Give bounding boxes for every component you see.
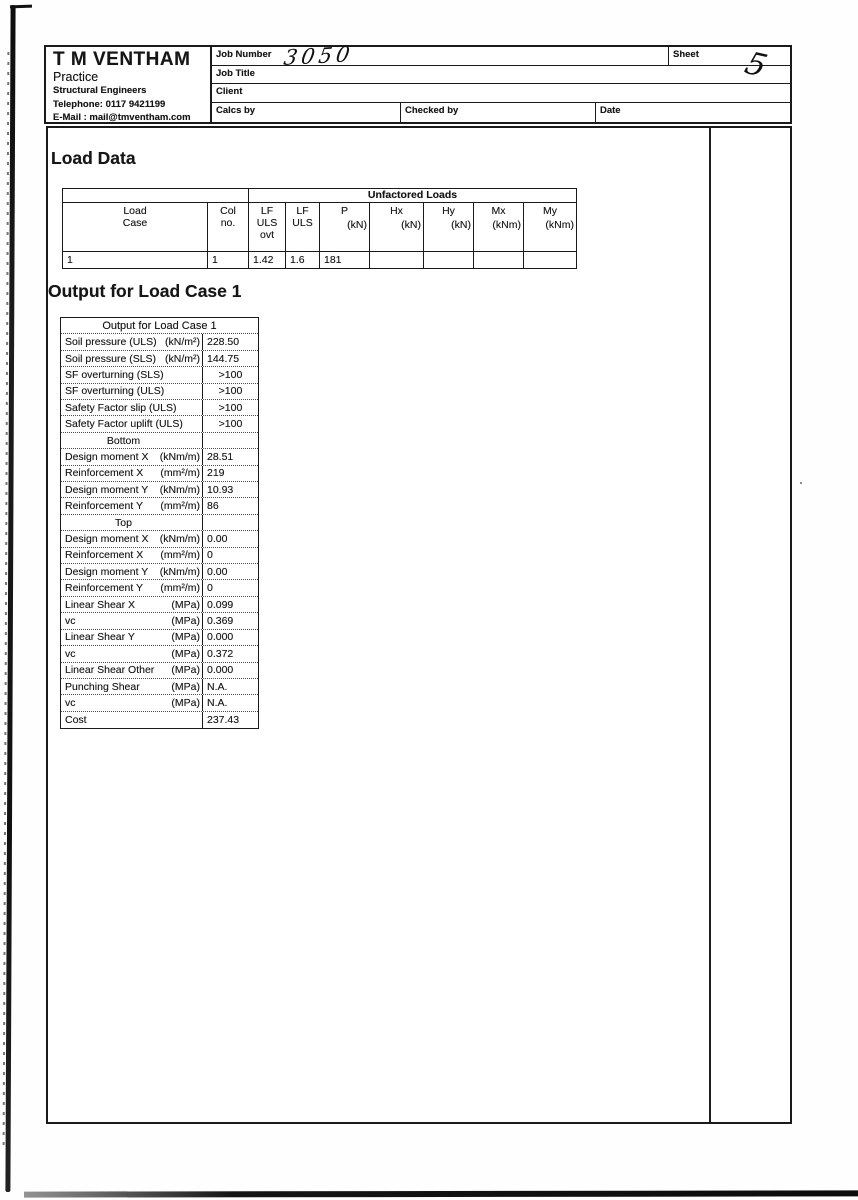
checked-by-label: Checked by (405, 104, 459, 116)
lf-uls-ovt-value: 1.42 (249, 252, 286, 268)
output-row-label-cell (61, 416, 203, 431)
output-row-label: vc (65, 615, 76, 627)
output-row-label: SF overturning (ULS) (65, 385, 165, 398)
title-block-fields (212, 42, 790, 122)
output-row-unit: (MPa) (171, 598, 200, 611)
output-row-value: 0.000 (207, 664, 234, 677)
header-symbol: Mx (491, 205, 506, 217)
output-row-value: >100 (218, 368, 243, 381)
hy-value (424, 252, 474, 268)
job-number-row (212, 42, 790, 70)
output-row-value: 0.369 (207, 615, 234, 627)
output-row-label-cell (61, 449, 203, 464)
output-row-value: 10.93 (207, 483, 234, 496)
output-row-value (203, 433, 258, 448)
output-row-label: Design moment X (65, 532, 149, 545)
output-row (61, 351, 258, 367)
scan-artifact-tick (10, 5, 32, 9)
output-row-label: Reinforcement Y (65, 500, 144, 513)
output-row-label-cell (61, 367, 203, 382)
company-role: Structural Engineers (53, 85, 147, 96)
output-row-value: N.A. (207, 697, 228, 710)
output-table-title: Output for Load Case 1 (61, 318, 258, 334)
output-table (60, 317, 259, 729)
date-field (596, 103, 790, 123)
output-row-label-cell (61, 613, 203, 628)
job-title-label: Job Title (216, 67, 255, 79)
output-row-unit: (kNm/m) (159, 532, 200, 545)
output-row-value: 0 (207, 582, 213, 595)
output-row-unit: (mm²/m) (160, 500, 200, 513)
output-row-label-cell (61, 663, 203, 678)
output-row-label: Reinforcement X (65, 467, 144, 480)
load-table-data-row (63, 252, 576, 268)
calcs-by-label: Calcs by (216, 104, 256, 116)
output-row-label: Design moment Y (65, 565, 149, 578)
output-row-unit: (MPa) (171, 615, 200, 627)
output-row-label: Reinforcement X (65, 549, 144, 562)
scan-speck (800, 482, 802, 484)
client-row (212, 84, 790, 103)
sheet-value-handwritten: 5 (740, 45, 772, 85)
output-row-label-cell (61, 679, 203, 694)
output-row-value: >100 (218, 401, 243, 414)
header-line: no. (220, 217, 236, 229)
output-row-label: SF overturning (SLS) (65, 368, 164, 381)
output-row-label: Cost (65, 713, 87, 726)
output-row-label-cell (61, 597, 203, 612)
output-row-label-cell (61, 515, 203, 530)
header-line: Load (123, 205, 147, 217)
col-header-load-case (63, 203, 208, 251)
my-value (524, 252, 576, 268)
output-row-label: Safety Factor uplift (ULS) (65, 418, 183, 431)
output-row-unit: (kNm/m) (159, 565, 200, 578)
load-data-heading: Load Data (51, 148, 136, 168)
output-row-value (203, 515, 258, 530)
header-unit: (kN) (401, 219, 421, 231)
col-header-hy (424, 203, 474, 251)
output-row (61, 679, 258, 695)
output-row-value: 0.00 (207, 532, 228, 545)
output-row-value: 219 (207, 467, 225, 480)
col-header-my (524, 203, 576, 251)
output-row-value: 0.00 (207, 565, 228, 578)
output-row (61, 334, 258, 350)
output-row (61, 416, 258, 432)
sheet-field (668, 47, 790, 65)
output-row-value: 228.50 (207, 336, 240, 349)
output-row (61, 564, 258, 580)
output-row-label: Soil pressure (SLS) (65, 352, 157, 365)
calcs-by-field (212, 103, 401, 123)
signoff-row (212, 103, 790, 123)
output-row-label-cell (61, 580, 203, 595)
output-row (61, 466, 258, 482)
output-heading: Output for Load Case 1 (48, 281, 242, 301)
output-row-label-cell (61, 433, 203, 448)
load-data-table (62, 188, 577, 269)
col-header-p (320, 203, 370, 251)
output-row (61, 597, 258, 613)
output-row-label-cell (61, 646, 203, 661)
sheet-label: Sheet (673, 49, 699, 60)
output-row-label-cell (61, 351, 203, 366)
output-row-unit: (mm²/m) (160, 549, 200, 562)
company-info (46, 47, 212, 122)
header-symbol: My (543, 205, 557, 217)
header-line: LF (296, 205, 309, 217)
col-header-mx (474, 203, 524, 251)
output-row-value: 86 (207, 500, 219, 513)
output-row-label: Linear Shear X (65, 598, 136, 611)
output-section-row (61, 515, 258, 531)
header-symbol: Hy (442, 205, 455, 217)
scan-edge-bar-left (5, 5, 15, 1192)
output-row-value: 0 (207, 549, 213, 562)
output-row (61, 663, 258, 679)
client-label: Client (216, 86, 243, 97)
output-row-unit: (kN/m²) (165, 336, 200, 349)
output-row (61, 400, 258, 416)
col-header-lf-uls-ovt (249, 203, 286, 251)
header-line: ULS (292, 217, 313, 229)
output-row-label: vc (65, 697, 76, 710)
header-symbol: P (340, 205, 348, 217)
output-row-label: Punching Shear (65, 680, 140, 693)
unfactored-loads-header: Unfactored Loads (367, 189, 458, 201)
output-row-value: >100 (218, 418, 243, 431)
output-row-unit: (MPa) (171, 631, 200, 644)
header-line: ULS (256, 217, 278, 229)
job-number-label: Job Number (216, 49, 272, 60)
header-unit: (kNm) (492, 219, 521, 231)
output-row (61, 384, 258, 400)
hx-value (370, 252, 424, 268)
margin-column-divider (709, 128, 711, 1122)
load-table-header-row (63, 203, 576, 252)
output-row-value: >100 (218, 385, 243, 398)
output-row-value: N.A. (207, 680, 228, 693)
p-value: 181 (320, 252, 370, 268)
output-row-unit: (MPa) (171, 664, 200, 677)
output-row-value: 237.43 (207, 713, 240, 726)
output-row-label-cell (61, 498, 203, 513)
output-row-label: Safety Factor slip (ULS) (65, 401, 177, 414)
header-line: ovt (259, 229, 274, 241)
output-row-label-cell (61, 531, 203, 546)
output-row-value: 28.51 (207, 450, 234, 463)
header-unit: (kN) (451, 219, 471, 231)
load-table-span-row (63, 189, 576, 203)
col-header-lf-uls (286, 203, 320, 251)
header-line: Case (122, 217, 148, 229)
output-row-label-cell (61, 695, 203, 710)
title-block (44, 42, 792, 124)
output-row-label: Linear Shear Other (65, 664, 155, 677)
output-row-label: Design moment X (65, 450, 149, 463)
col-no-value: 1 (208, 252, 249, 268)
output-row (61, 630, 258, 646)
company-practice: Practice (53, 70, 99, 84)
scan-edge-bar-bottom (24, 1190, 858, 1197)
output-row (61, 580, 258, 596)
output-row-unit: (kNm/m) (159, 483, 200, 496)
date-label: Date (600, 104, 621, 116)
output-row (61, 367, 258, 383)
output-row-label-cell (61, 466, 203, 481)
company-email: E-Mail : mail@tmventham.com (53, 112, 191, 123)
header-line: LF (260, 205, 274, 217)
output-row-value: 0.099 (207, 598, 234, 611)
company-telephone: Telephone: 0117 9421199 (53, 98, 166, 110)
output-row-label-cell (61, 334, 203, 349)
output-row-label-cell (61, 712, 203, 728)
col-header-col-no (208, 203, 249, 251)
job-number-field (212, 42, 668, 70)
output-row-unit: (MPa) (171, 647, 200, 660)
header-unit: (kN) (347, 219, 367, 231)
header-symbol: Hx (390, 205, 403, 217)
output-row-value: 0.000 (207, 631, 234, 644)
output-row-label: Soil pressure (ULS) (65, 336, 157, 349)
load-case-value: 1 (63, 252, 208, 268)
output-row (61, 482, 258, 498)
output-section-row (61, 433, 258, 449)
output-row (61, 449, 258, 465)
job-number-value-handwritten: 3050 (282, 42, 356, 70)
output-row-label-cell (61, 384, 203, 399)
output-row-label-cell (61, 630, 203, 645)
output-row (61, 548, 258, 564)
output-row (61, 531, 258, 547)
output-row (61, 695, 258, 711)
header-line: Col (220, 205, 236, 217)
output-row-label: Reinforcement Y (65, 582, 144, 595)
output-row-label: vc (65, 647, 76, 660)
output-row (61, 613, 258, 629)
header-unit: (kNm) (545, 219, 574, 231)
output-section-label: Bottom (106, 434, 141, 447)
load-table-span-empty-cell (63, 189, 249, 202)
output-row-unit: (MPa) (171, 680, 200, 693)
col-header-hx (370, 203, 424, 251)
checked-by-field (401, 103, 596, 123)
mx-value (474, 252, 524, 268)
output-row-label-cell (61, 482, 203, 497)
output-section-label: Top (115, 516, 132, 529)
output-row (61, 712, 258, 728)
output-row-label-cell (61, 564, 203, 579)
output-row-unit: (mm²/m) (160, 467, 200, 480)
calc-sheet-body (46, 126, 792, 1124)
output-row-unit: (kN/m²) (165, 352, 200, 365)
lf-uls-value: 1.6 (286, 252, 320, 268)
output-row-label: Linear Shear Y (65, 631, 135, 644)
output-row-unit: (MPa) (171, 697, 200, 710)
output-row (61, 646, 258, 662)
output-row-label: Design moment Y (65, 483, 149, 496)
output-row-unit: (mm²/m) (160, 582, 200, 595)
output-row-value: 0.372 (207, 647, 234, 660)
output-row-unit: (kNm/m) (159, 450, 200, 463)
output-row (61, 498, 258, 514)
output-row-label-cell (61, 400, 203, 415)
output-row-value: 144.75 (207, 352, 240, 365)
company-name: T M VENTHAM (53, 49, 191, 70)
output-row-label-cell (61, 548, 203, 563)
